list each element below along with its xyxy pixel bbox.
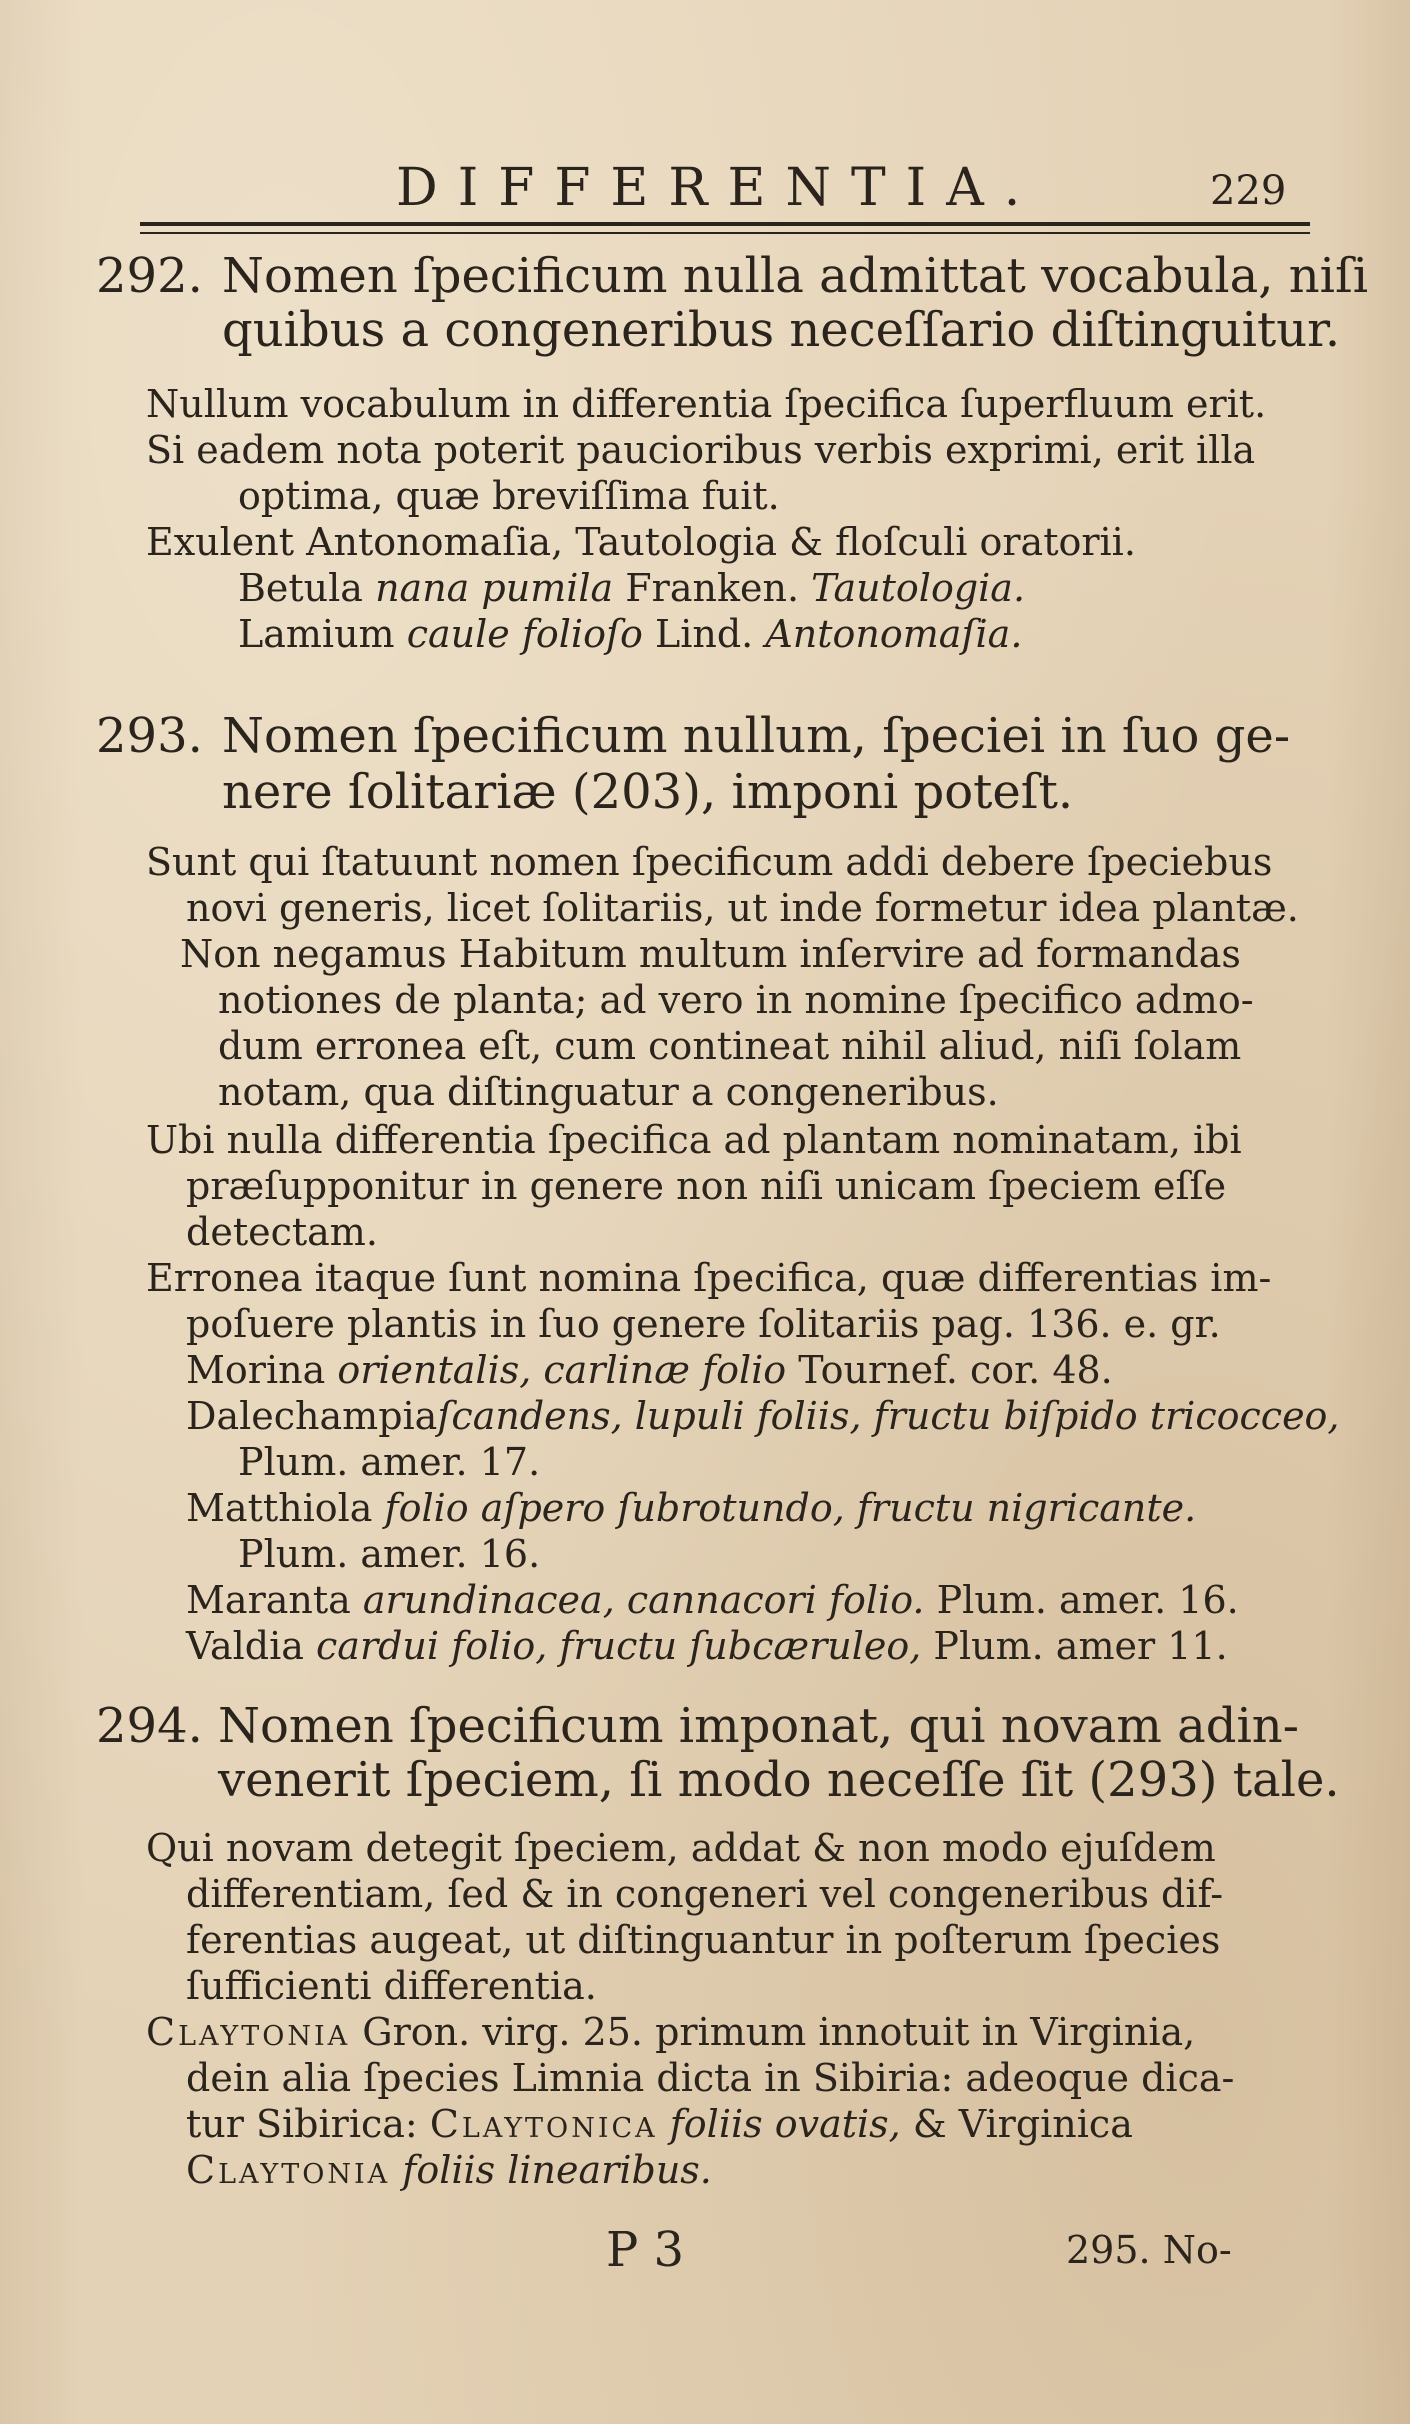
section-294-heading-line2: venerit ſpeciem, ſi modo neceſſe ſit (293) tale. bbox=[218, 1752, 1340, 1808]
example-betula-author: Franken. bbox=[625, 566, 800, 610]
claytonia-line-4 bbox=[186, 2148, 712, 2192]
section-293-number: 293. bbox=[96, 708, 203, 764]
example-matthiola-desc: folio aſpero ſubrotundo, fructu nigricante. bbox=[384, 1486, 1197, 1530]
example-valdia-author: Plum. amer 11. bbox=[933, 1624, 1228, 1668]
section-294-line-4: ſufficienti differentia. bbox=[186, 1964, 597, 2008]
signature-mark: P 3 bbox=[606, 2222, 685, 2278]
section-293-line-10: Erronea itaque ſunt nomina ſpecifica, quæ differentias im- bbox=[146, 1256, 1272, 1300]
example-valdia-name: Valdia bbox=[186, 1624, 304, 1668]
section-293-line-9: detectam. bbox=[186, 1210, 378, 1254]
header-rule bbox=[140, 222, 1310, 226]
example-matthiola-name: Matthiola bbox=[186, 1486, 373, 1530]
example-matthiola-author: Plum. amer. 16. bbox=[238, 1532, 541, 1576]
section-293-line-8: præſupponitur in genere non niſi unicam ſpeciem eſſe bbox=[186, 1164, 1227, 1208]
example-betula-term: Tautologia. bbox=[811, 566, 1026, 610]
example-lamium-term: Antonomaſia. bbox=[765, 612, 1023, 656]
section-293-line-11: poſuere plantis in ſuo genere ſolitariis pag. 136. e. gr. bbox=[186, 1302, 1221, 1346]
example-dalechampia-author: Plum. amer. 17. bbox=[238, 1440, 541, 1484]
section-294-line-2: differentiam, ſed & in congeneri vel congeneribus dif- bbox=[186, 1872, 1224, 1916]
example-lamium-desc: caule folioſo bbox=[406, 612, 643, 656]
example-maranta-name: Maranta bbox=[186, 1578, 351, 1622]
claytonia-line-3 bbox=[186, 2102, 1133, 2146]
section-293-line-1: Sunt qui ſtatuunt nomen ſpecificum addi debere ſpeciebus bbox=[146, 840, 1273, 884]
claytonica-desc: foliis ovatis, bbox=[669, 2102, 901, 2146]
example-morina-author: Tournef. cor. 48. bbox=[798, 1348, 1113, 1392]
section-292-number: 292. bbox=[96, 248, 203, 304]
example-dalechampia-name: Dalechampia bbox=[186, 1394, 438, 1438]
example-maranta bbox=[186, 1578, 1239, 1622]
claytonia-linear-desc: foliis linearibus. bbox=[402, 2148, 712, 2192]
example-morina bbox=[186, 1348, 1113, 1392]
example-morina-desc: orientalis, carlinæ folio bbox=[337, 1348, 787, 1392]
section-294-line-1: Qui novam detegit ſpeciem, addat & non modo ejuſdem bbox=[146, 1826, 1216, 1870]
section-294-line-3: ferentias augeat, ut diſtinguantur in poſterum ſpecies bbox=[186, 1918, 1221, 1962]
section-293-line-5: dum erronea eſt, cum contineat nihil aliud, niſi ſolam bbox=[218, 1024, 1242, 1068]
catchword: 295. No- bbox=[1066, 2228, 1232, 2272]
example-lamium-author: Lind. bbox=[654, 612, 754, 656]
section-293-heading-line1: Nomen ſpecificum nullum, ſpeciei in ſuo ge- bbox=[222, 708, 1291, 764]
section-293-line-3: Non negamus Habitum multum inſervire ad formandas bbox=[180, 932, 1241, 976]
section-293-heading-line2: nere ſolitariæ (203), imponi poteſt. bbox=[222, 764, 1074, 820]
example-matthiola bbox=[186, 1486, 1196, 1530]
example-morina-name: Morina bbox=[186, 1348, 326, 1392]
claytonia-name: Claytonia bbox=[146, 2010, 351, 2054]
section-292-heading-line2: quibus a congeneribus neceſſario diſtinguitur. bbox=[222, 302, 1341, 358]
section-294-heading-line1: Nomen ſpecificum imponat, qui novam adin- bbox=[218, 1698, 1299, 1754]
section-292-paragraph-2-line2: optima, quæ breviſſima fuit. bbox=[238, 474, 780, 518]
example-lamium bbox=[238, 612, 1022, 656]
section-292-heading-line1: Nomen ſpecificum nulla admittat vocabula, niſi bbox=[222, 248, 1369, 304]
page-number: 229 bbox=[1210, 168, 1287, 214]
claytonia-virginica: & Virginica bbox=[912, 2102, 1133, 2146]
example-maranta-author: Plum. amer. 16. bbox=[936, 1578, 1239, 1622]
section-292-paragraph-1: Nullum vocabulum in differentia ſpecifica ſuperfluum erit. bbox=[146, 382, 1267, 426]
example-betula-desc: nana pumila bbox=[375, 566, 614, 610]
claytonia-line-1 bbox=[146, 2010, 1195, 2054]
header-rule-thin bbox=[140, 232, 1310, 234]
example-dalechampia-desc: ſcandens, lupuli foliis, fructu biſpido tricocceo, bbox=[437, 1394, 1340, 1438]
section-293-line-6: notam, qua diſtinguatur a congeneribus. bbox=[218, 1070, 999, 1114]
claytonica-name: Claytonica bbox=[429, 2102, 658, 2146]
claytonia-line-3-text: tur Sibirica: bbox=[186, 2102, 418, 2146]
section-292-paragraph-2-line1: Si eadem nota poterit paucioribus verbis exprimi, erit illa bbox=[146, 428, 1256, 472]
claytonia-line-2: dein alia ſpecies Limnia dicta in Sibiria: adeoque dica- bbox=[186, 2056, 1235, 2100]
claytonia-line-1-text: Gron. virg. 25. primum innotuit in Virginia, bbox=[362, 2010, 1196, 2054]
section-294-number: 294. bbox=[96, 1698, 203, 1754]
section-293-line-4: notiones de planta; ad vero in nomine ſpecifico admo- bbox=[218, 978, 1254, 1022]
section-293-line-2: novi generis, licet ſolitariis, ut inde formetur idea plantæ. bbox=[186, 886, 1299, 930]
running-header-title: DIFFERENTIA. bbox=[396, 158, 1041, 218]
claytonia-name-2: Claytonia bbox=[186, 2148, 391, 2192]
section-292-paragraph-3: Exulent Antonomaſia, Tautologia & floſculi oratorii. bbox=[146, 520, 1136, 564]
example-maranta-desc: arundinacea, cannacori folio. bbox=[362, 1578, 925, 1622]
example-valdia-desc: cardui folio, fructu ſubcæruleo, bbox=[316, 1624, 922, 1668]
example-betula bbox=[238, 566, 1025, 610]
section-293-line-7: Ubi nulla differentia ſpecifica ad plantam nominatam, ibi bbox=[146, 1118, 1242, 1162]
example-lamium-name: Lamium bbox=[238, 612, 395, 656]
example-dalechampia bbox=[186, 1394, 1340, 1438]
example-valdia bbox=[186, 1624, 1228, 1668]
example-betula-name: Betula bbox=[238, 566, 363, 610]
